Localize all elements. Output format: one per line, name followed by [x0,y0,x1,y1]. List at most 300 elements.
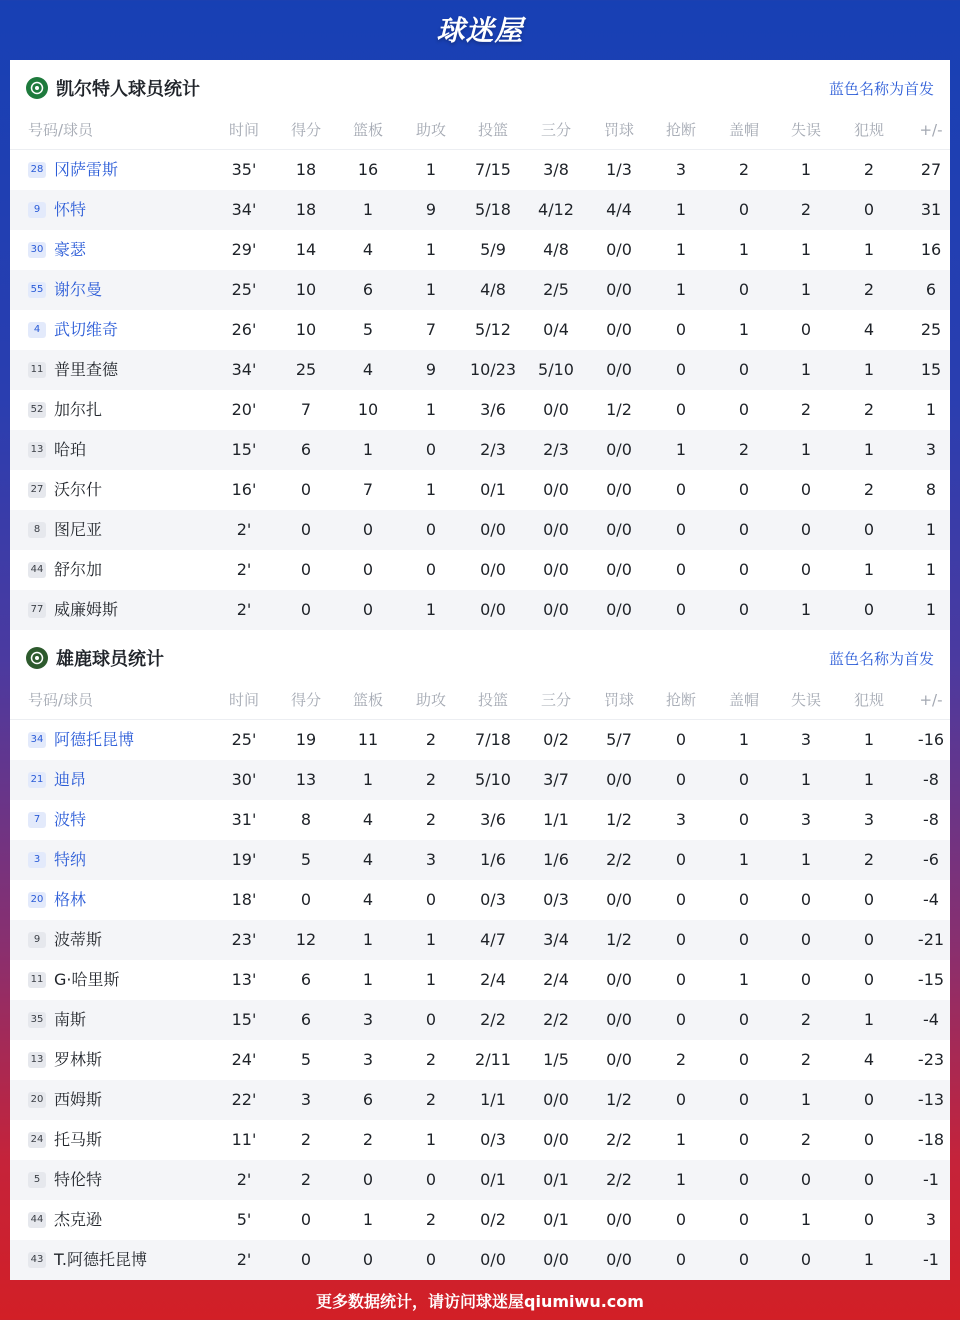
stat-turnovers: 1 [800,440,812,459]
stat-three: 3/4 [543,930,569,949]
stat-fg: 5/9 [480,240,506,259]
stat-plus-minus: 27 [920,160,942,179]
stat-rebounds: 5 [362,320,374,339]
stat-plus-minus: 1 [925,400,937,419]
stat-steals: 1 [675,240,687,259]
col-header-three[interactable]: 三分 [540,121,571,139]
stat-ft: 0/0 [606,890,632,909]
stat-time: 2' [236,600,252,619]
stat-blocks: 0 [738,480,750,499]
table-row[interactable] [10,390,950,430]
stat-fouls: 1 [863,1010,875,1029]
jersey-number-badge: 9 [28,932,46,948]
table-row[interactable] [10,310,950,350]
stat-plus-minus: 1 [925,600,937,619]
column-header-row [10,680,950,720]
stat-fg: 7/18 [475,730,511,749]
stat-assists: 1 [425,930,437,949]
stat-rebounds: 2 [362,1130,374,1149]
stat-fg: 3/6 [480,400,506,419]
col-header-time[interactable]: 时间 [228,691,259,709]
jersey-number-badge: 7 [28,812,46,828]
table-row[interactable] [10,1040,950,1080]
stat-ft: 0/0 [606,280,632,299]
stat-turnovers: 1 [800,360,812,379]
table-row[interactable] [10,470,950,510]
stat-assists: 2 [425,810,437,829]
col-header-turnovers[interactable]: 失误 [790,121,821,139]
table-row[interactable] [10,510,950,550]
stat-time: 19' [231,850,257,869]
stat-plus-minus: 15 [920,360,942,379]
starter-note: 蓝色名称为首发 [828,79,934,98]
stat-steals: 0 [675,560,687,579]
stat-time: 31' [231,810,257,829]
stat-ft: 1/2 [606,400,632,419]
jersey-number-badge: 11 [28,972,46,988]
player-name[interactable]: 西姆斯 [54,1090,103,1109]
table-row[interactable] [10,720,950,760]
col-header-ft[interactable]: 罚球 [603,691,634,709]
stat-plus-minus: -15 [917,970,945,989]
stat-points: 8 [300,810,312,829]
stat-three: 0/0 [543,1250,569,1269]
stat-three: 2/3 [543,440,569,459]
stat-assists: 3 [425,850,437,869]
stat-fouls: 2 [863,400,875,419]
stat-plus-minus: -4 [923,890,939,909]
stat-ft: 0/0 [606,360,632,379]
stat-blocks: 2 [738,440,750,459]
stat-turnovers: 2 [800,400,812,419]
stat-points: 10 [295,280,317,299]
jersey-number-badge: 5 [28,1172,46,1188]
col-header-fg[interactable]: 投篮 [477,691,508,709]
jersey-number-badge: 52 [28,402,46,418]
stat-three: 0/0 [543,480,569,499]
stat-ft: 2/2 [606,1130,632,1149]
stat-fg: 2/11 [475,1050,511,1069]
stat-plus-minus: 1 [925,560,937,579]
jersey-number-badge: 77 [28,602,46,618]
stat-blocks: 0 [738,560,750,579]
col-header-player[interactable]: 号码/球员 [28,121,94,139]
stat-three: 0/0 [543,560,569,579]
player-name[interactable]: 武切维奇 [54,320,119,339]
stat-steals: 0 [675,360,687,379]
player-name[interactable]: 怀特 [54,200,87,219]
stat-three: 1/5 [543,1050,569,1069]
stat-time: 18' [231,890,257,909]
stat-rebounds: 1 [362,1210,374,1229]
stat-turnovers: 0 [800,970,812,989]
table-row[interactable] [10,150,950,190]
col-header-assists[interactable]: 助攻 [415,121,446,139]
player-name[interactable]: 沃尔什 [54,480,103,499]
col-header-points[interactable]: 得分 [290,121,321,139]
stat-fg: 0/0 [480,1250,506,1269]
table-row[interactable] [10,1120,950,1160]
stat-turnovers: 1 [800,280,812,299]
col-header-player[interactable]: 号码/球员 [28,691,94,709]
stat-blocks: 2 [738,160,750,179]
stat-ft: 0/0 [606,440,632,459]
stat-rebounds: 1 [362,440,374,459]
stat-fouls: 1 [863,440,875,459]
table-row[interactable] [10,590,950,630]
stat-three: 2/5 [543,280,569,299]
stat-plus-minus: -16 [917,730,945,749]
stat-blocks: 0 [738,810,750,829]
player-name[interactable]: 波特 [54,810,87,829]
stat-fouls: 0 [863,1170,875,1189]
stat-steals: 0 [675,480,687,499]
stat-turnovers: 0 [800,560,812,579]
stat-blocks: 0 [738,600,750,619]
stat-ft: 0/0 [606,480,632,499]
stat-plus-minus: -23 [917,1050,945,1069]
table-row[interactable] [10,760,950,800]
stat-assists: 2 [425,730,437,749]
stat-rebounds: 1 [362,970,374,989]
player-name[interactable]: 南斯 [54,1010,87,1029]
jersey-number-badge: 28 [28,162,46,178]
stat-blocks: 0 [738,1210,750,1229]
stat-fg: 0/0 [480,560,506,579]
stat-assists: 1 [425,280,437,299]
player-name[interactable]: 罗林斯 [54,1050,103,1069]
stat-points: 10 [295,320,317,339]
stat-fouls: 2 [863,850,875,869]
stat-steals: 0 [675,890,687,909]
stat-fouls: 1 [863,730,875,749]
stat-blocks: 1 [738,850,750,869]
player-name[interactable]: 特伦特 [54,1170,103,1189]
stat-points: 6 [300,1010,312,1029]
stat-steals: 0 [675,1010,687,1029]
player-name[interactable]: T.阿德托昆博 [54,1250,147,1269]
stat-time: 13' [231,970,257,989]
stat-fg: 3/6 [480,810,506,829]
stat-steals: 0 [675,320,687,339]
stat-turnovers: 0 [800,480,812,499]
stat-rebounds: 4 [362,240,374,259]
stat-points: 0 [300,520,312,539]
col-header-fg[interactable]: 投篮 [477,121,508,139]
stat-steals: 1 [675,1170,687,1189]
col-header-points[interactable]: 得分 [290,691,321,709]
stat-turnovers: 2 [800,200,812,219]
stat-three: 0/2 [543,730,569,749]
player-name[interactable]: 普里查德 [54,360,119,379]
stat-turnovers: 0 [800,320,812,339]
stat-time: 2' [236,520,252,539]
col-header-time[interactable]: 时间 [228,121,259,139]
player-name[interactable]: 舒尔加 [54,560,103,579]
stat-points: 0 [300,1210,312,1229]
stat-blocks: 0 [738,1130,750,1149]
stat-points: 13 [295,770,317,789]
stat-time: 23' [231,930,257,949]
stat-fg: 4/7 [480,930,506,949]
stat-fg: 0/1 [480,1170,506,1189]
table-row[interactable] [10,1000,950,1040]
stat-rebounds: 4 [362,850,374,869]
stat-time: 2' [236,560,252,579]
table-row[interactable] [10,840,950,880]
stat-time: 22' [231,1090,257,1109]
table-row[interactable] [10,920,950,960]
team-title: 雄鹿球员统计 [56,649,164,670]
jersey-number-badge: 24 [28,1132,46,1148]
col-header-blocks[interactable]: 盖帽 [728,121,759,139]
player-name[interactable]: 波蒂斯 [54,930,103,949]
jersey-number-badge: 11 [28,362,46,378]
table-row[interactable] [10,230,950,270]
stat-fg: 2/2 [480,1010,506,1029]
stat-rebounds: 10 [357,400,379,419]
stat-assists: 2 [425,1090,437,1109]
table-row[interactable] [10,1160,950,1200]
stat-ft: 0/0 [606,1010,632,1029]
player-name[interactable]: 图尼亚 [54,520,103,539]
stat-ft: 1/3 [606,160,632,179]
stat-turnovers: 2 [800,1010,812,1029]
stat-fouls: 0 [863,970,875,989]
player-name[interactable]: G·哈里斯 [54,970,120,989]
table-row[interactable] [10,960,950,1000]
table-row[interactable] [10,800,950,840]
stat-steals: 1 [675,1130,687,1149]
stat-three: 0/0 [543,1130,569,1149]
table-row[interactable] [10,1240,950,1280]
stat-fouls: 1 [863,360,875,379]
col-header-ft[interactable]: 罚球 [603,121,634,139]
player-name[interactable]: 杰克逊 [54,1210,103,1229]
stat-ft: 1/2 [606,810,632,829]
team-header [10,630,950,686]
stat-plus-minus: 16 [920,240,942,259]
stat-points: 0 [300,600,312,619]
stat-steals: 0 [675,730,687,749]
stat-three: 2/4 [543,970,569,989]
stat-turnovers: 0 [800,520,812,539]
stat-fouls: 1 [863,1250,875,1269]
stat-three: 1/6 [543,850,569,869]
col-header-blocks[interactable]: 盖帽 [728,691,759,709]
stat-time: 29' [231,240,257,259]
stat-blocks: 0 [738,930,750,949]
stat-rebounds: 6 [362,280,374,299]
stat-fg: 0/2 [480,1210,506,1229]
stat-turnovers: 0 [800,1170,812,1189]
col-header-turnovers[interactable]: 失误 [790,691,821,709]
table-row[interactable] [10,190,950,230]
stat-blocks: 0 [738,1090,750,1109]
stat-rebounds: 0 [362,1250,374,1269]
stat-points: 6 [300,440,312,459]
stat-three: 0/3 [543,890,569,909]
stat-assists: 0 [425,890,437,909]
col-header-fouls[interactable]: 犯规 [853,121,884,139]
col-header-rebounds[interactable]: 篮板 [352,121,383,139]
jersey-number-badge: 44 [28,562,46,578]
stat-assists: 9 [425,200,437,219]
stat-assists: 0 [425,560,437,579]
table-row[interactable] [10,1200,950,1240]
player-name[interactable]: 威廉姆斯 [54,600,119,619]
stat-steals: 3 [675,160,687,179]
stat-three: 2/2 [543,1010,569,1029]
stat-fg: 0/3 [480,1130,506,1149]
stat-turnovers: 1 [800,1090,812,1109]
player-name[interactable]: 豪瑟 [54,240,87,259]
stat-steals: 1 [675,200,687,219]
jersey-number-badge: 20 [28,1092,46,1108]
jersey-number-badge: 35 [28,1012,46,1028]
stat-ft: 0/0 [606,970,632,989]
jersey-number-badge: 21 [28,772,46,788]
stat-steals: 0 [675,1090,687,1109]
stat-blocks: 0 [738,360,750,379]
stat-points: 0 [300,890,312,909]
stat-turnovers: 2 [800,1050,812,1069]
player-name[interactable]: 哈珀 [54,440,87,459]
stat-three: 4/12 [538,200,574,219]
stat-fouls: 0 [863,200,875,219]
col-header-assists[interactable]: 助攻 [415,691,446,709]
stat-fg: 5/18 [475,200,511,219]
stat-turnovers: 0 [800,930,812,949]
jersey-number-badge: 43 [28,1252,46,1268]
stat-time: 24' [231,1050,257,1069]
stat-rebounds: 6 [362,1090,374,1109]
player-name[interactable]: 格林 [54,890,87,909]
stat-assists: 1 [425,970,437,989]
stat-points: 2 [300,1170,312,1189]
table-row[interactable] [10,270,950,310]
stat-turnovers: 3 [800,810,812,829]
stat-points: 3 [300,1090,312,1109]
stat-assists: 1 [425,160,437,179]
stat-assists: 1 [425,600,437,619]
col-header-rebounds[interactable]: 篮板 [352,691,383,709]
stat-plus-minus: 3 [925,1210,937,1229]
stat-rebounds: 0 [362,560,374,579]
team-header [10,60,950,116]
table-row[interactable] [10,880,950,920]
stat-ft: 0/0 [606,1050,632,1069]
player-name[interactable]: 迪昂 [54,770,87,789]
stat-plus-minus: 31 [920,200,942,219]
stat-assists: 9 [425,360,437,379]
stat-rebounds: 16 [357,160,379,179]
stat-plus-minus: 8 [925,480,937,499]
stat-blocks: 0 [738,400,750,419]
stat-time: 2' [236,1170,252,1189]
col-header-steals[interactable]: 抢断 [665,121,696,139]
stat-fouls: 0 [863,1090,875,1109]
stat-fouls: 1 [863,240,875,259]
stat-steals: 0 [675,600,687,619]
stat-time: 2' [236,1250,252,1269]
jersey-number-badge: 55 [28,282,46,298]
site-logo: 球迷屋 [436,14,524,47]
stat-points: 5 [300,1050,312,1069]
stat-assists: 1 [425,480,437,499]
stat-plus-minus: -8 [923,810,939,829]
footer-banner[interactable]: 更多数据统计，请访问球迷屋qiumiwu.com [316,1291,644,1311]
stat-turnovers: 1 [800,1210,812,1229]
stat-turnovers: 1 [800,850,812,869]
stat-fg: 0/0 [480,520,506,539]
stat-plus-minus: -13 [917,1090,945,1109]
stat-steals: 2 [675,1050,687,1069]
stat-plus-minus: -1 [923,1250,939,1269]
col-header-fouls[interactable]: 犯规 [853,691,884,709]
table-row[interactable] [10,550,950,590]
stat-steals: 3 [675,810,687,829]
stat-ft: 0/0 [606,600,632,619]
stats-card [10,60,950,1279]
stat-blocks: 0 [738,770,750,789]
stat-ft: 0/0 [606,320,632,339]
stat-turnovers: 3 [800,730,812,749]
stat-ft: 0/0 [606,1250,632,1269]
col-header-plus-minus[interactable]: +/- [919,691,943,709]
stat-fouls: 1 [863,560,875,579]
stat-time: 25' [231,280,257,299]
stat-fouls: 3 [863,810,875,829]
stat-points: 7 [300,400,312,419]
table-row[interactable] [10,1080,950,1120]
stat-ft: 0/0 [606,770,632,789]
stat-blocks: 0 [738,520,750,539]
jersey-number-badge: 13 [28,1052,46,1068]
table-row[interactable] [10,350,950,390]
stat-turnovers: 0 [800,1250,812,1269]
stat-plus-minus: -8 [923,770,939,789]
col-header-three[interactable]: 三分 [540,691,571,709]
player-name[interactable]: 加尔扎 [54,400,103,419]
stat-blocks: 1 [738,970,750,989]
stat-steals: 1 [675,280,687,299]
stat-plus-minus: -4 [923,1010,939,1029]
jersey-number-badge: 20 [28,892,46,908]
stat-three: 0/0 [543,400,569,419]
stat-ft: 1/2 [606,930,632,949]
player-name[interactable]: 冈萨雷斯 [54,160,119,179]
stat-fouls: 0 [863,890,875,909]
stat-points: 6 [300,970,312,989]
player-name[interactable]: 阿德托昆博 [54,730,135,749]
col-header-steals[interactable]: 抢断 [665,691,696,709]
player-name[interactable]: 托马斯 [54,1130,103,1149]
jersey-number-badge: 34 [28,732,46,748]
stat-assists: 1 [425,400,437,419]
col-header-plus-minus[interactable]: +/- [919,121,943,139]
stat-time: 25' [231,730,257,749]
stat-time: 34' [231,360,257,379]
stat-three: 5/10 [538,360,574,379]
stat-turnovers: 1 [800,600,812,619]
stat-fouls: 0 [863,520,875,539]
stat-time: 15' [231,1010,257,1029]
player-name[interactable]: 特纳 [54,850,87,869]
table-row[interactable] [10,430,950,470]
stat-blocks: 0 [738,1010,750,1029]
player-name[interactable]: 谢尔曼 [54,280,103,299]
